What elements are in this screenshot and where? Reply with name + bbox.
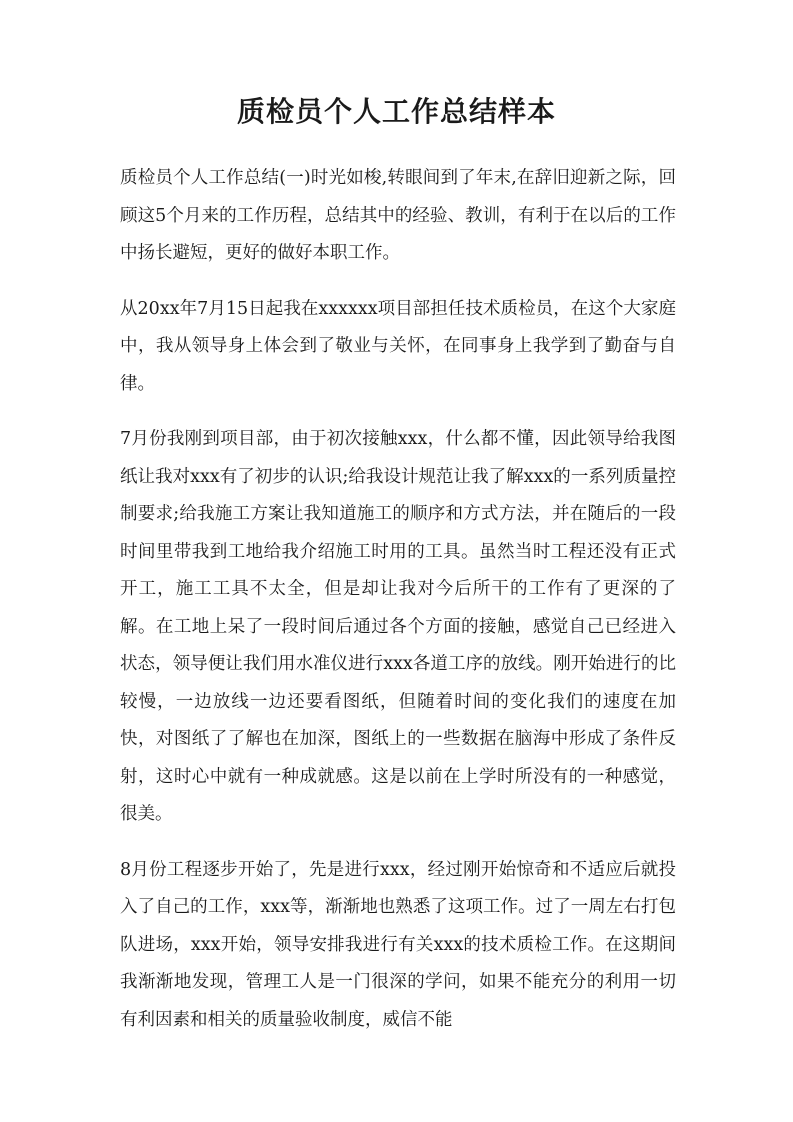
paragraph-2: 从20xx年7月15日起我在xxxxxx项目部担任技术质检员，在这个大家庭中，我从领导身上体会到了敬业与关怀，在同事身上我学到了勤奋与自律。 [120,298,676,394]
document-body [120,160,676,1057]
paragraph-1: 质检员个人工作总结(一)时光如梭,转眼间到了年末,在辞旧迎新之际，回顾这5个月来的工作历程，总结其中的经验、教训，有利于在以后的工作中扬长避短，更好的做好本职工作。 [120,168,676,263]
document-title: 质检员个人工作总结样本 [236,95,556,128]
paragraph-4: 8月份工程逐步开始了，先是进行xxx，经过刚开始惊奇和不适应后就投入了自己的工作，xxx等，渐渐地也熟悉了这项工作。过了一周左右打包队进场，xxx开始，领导安排我进行有关xxx的技术质检工作。在这期间我渐渐地发现，管理工人是一门很深的学问，如果不能充分的利用一切有利因素和相关的质量验收制度，威信不能 [120,859,676,1030]
paragraph-3: 7月份我刚到项目部，由于初次接触xxx，什么都不懂，因此领导给我图纸让我对xxx有了初步的认识;给我设计规范让我了解xxx的一系列质量控制要求;给我施工方案让我知道施工的顺序和方式方法，并在随后的一段时间里带我到工地给我介绍施工时用的工具。虽然当时工程还没有正式开工，施工工具不太全，但是却让我对今后所干的工作有了更深的了解。在工地上呆了一段时间后通过各个方面的接触，感觉自己已经进入状态，领导便让我们用水准仪进行xxx各道工序的放线。刚开始进行的比较慢，一边放线一边还要看图纸，但随着时间的变化我们的速度在加快，对图纸了了解也在加深，图纸上的一些数据在脑海中形成了条件反射，这时心中就有一种成就感。这是以前在上学时所没有的一种感觉，很美。 [120,429,676,824]
